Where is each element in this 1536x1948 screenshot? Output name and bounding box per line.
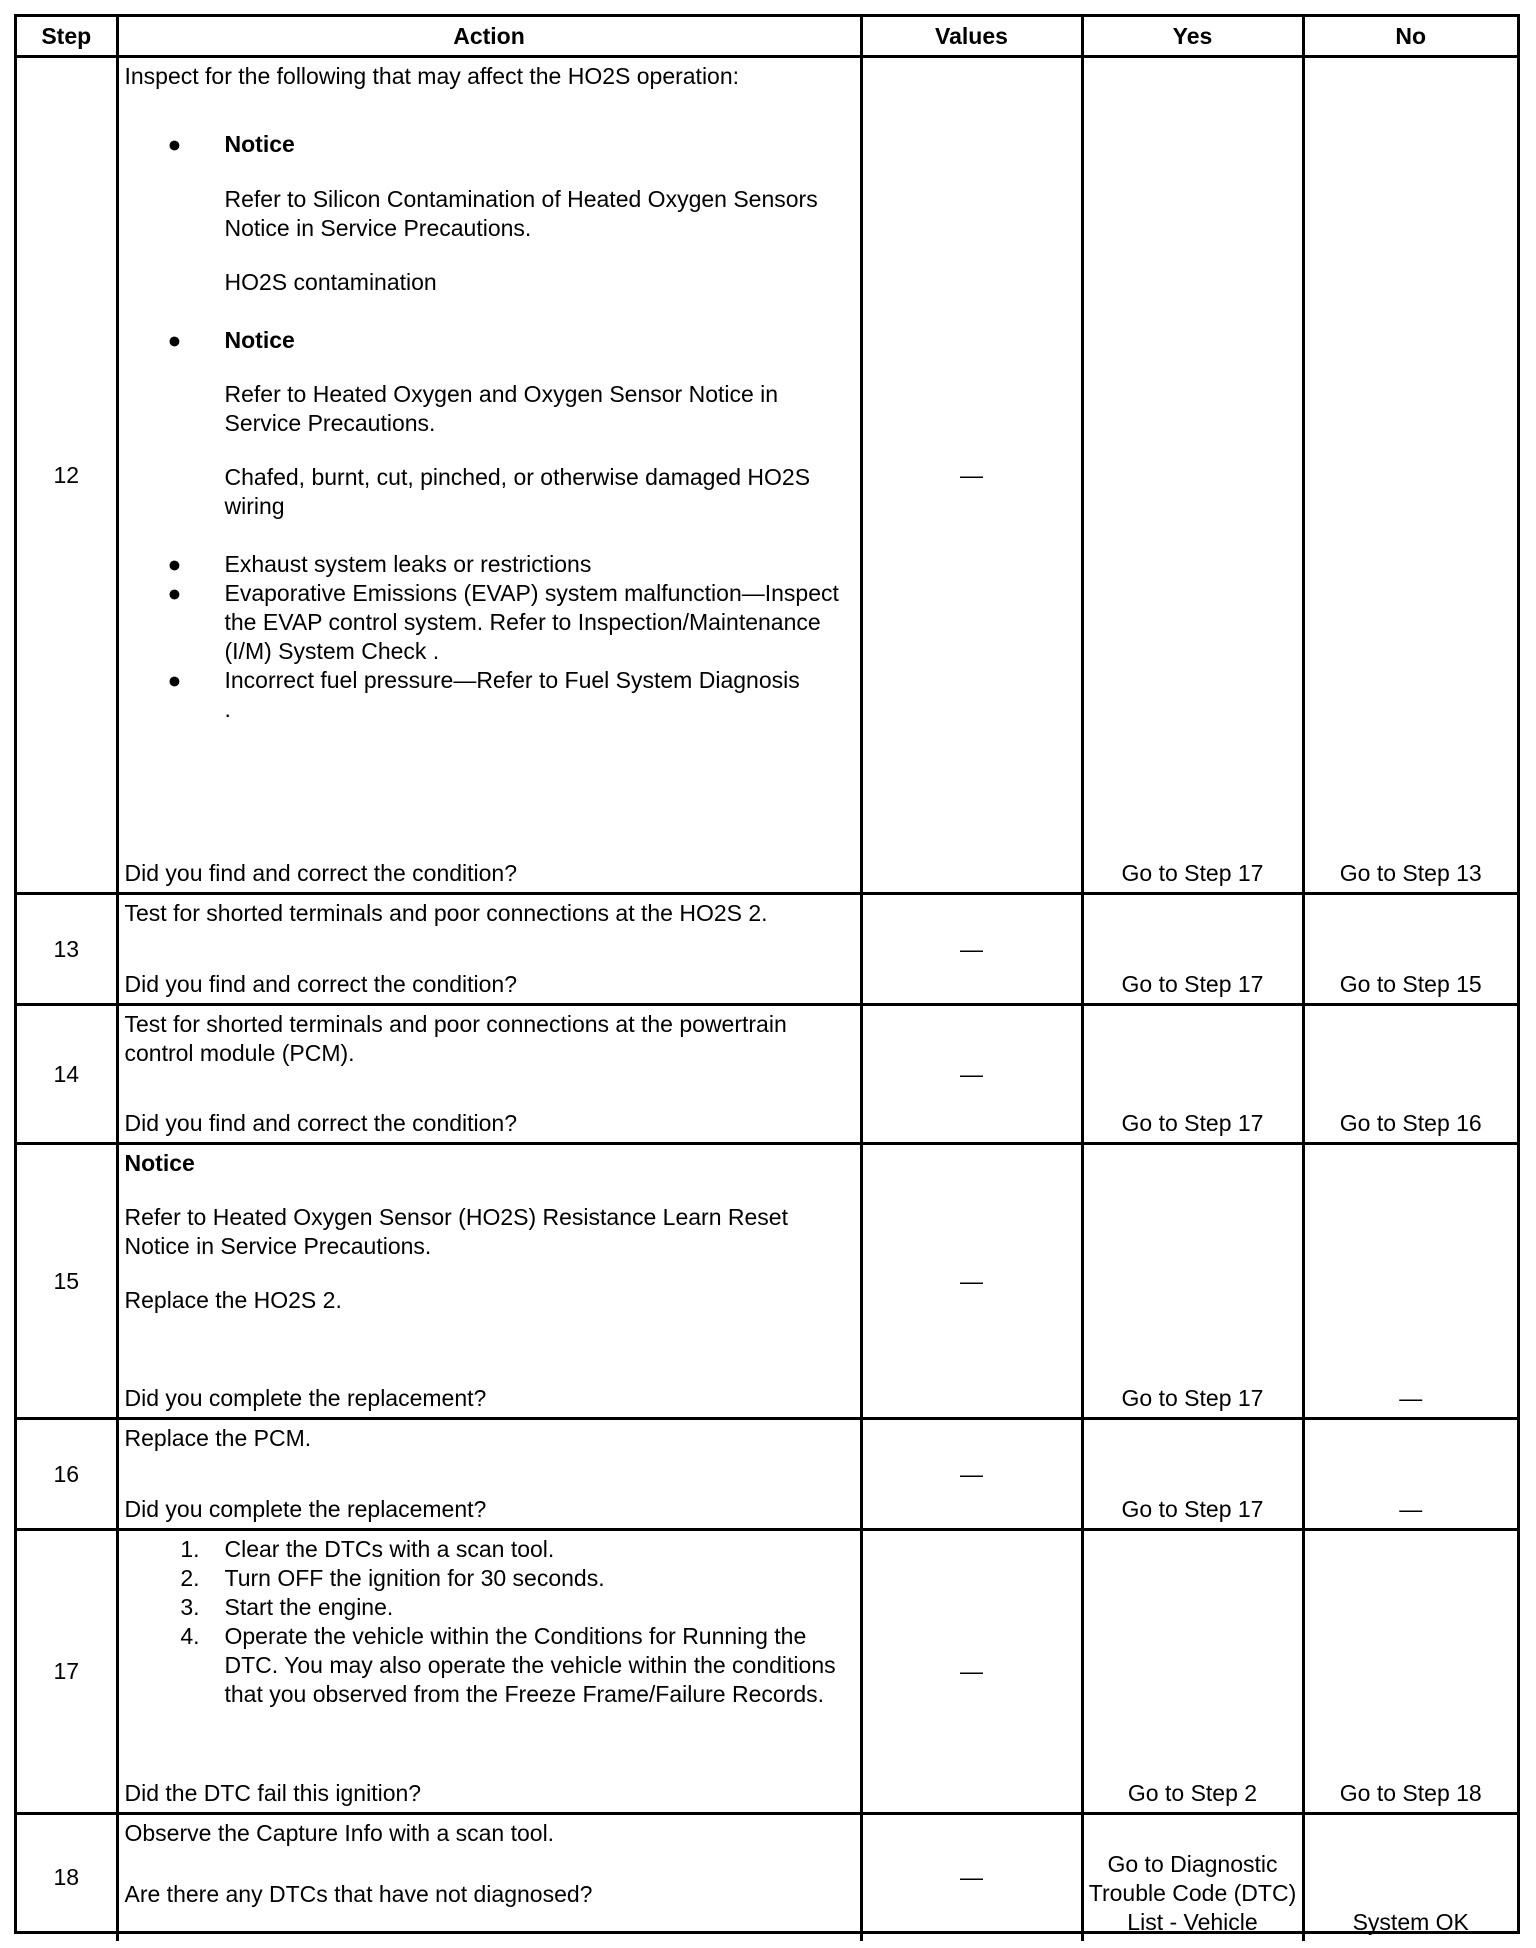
- list-item: [125, 550, 854, 579]
- list-item: [125, 326, 854, 355]
- step-text: Operate the vehicle within the Conditions for Running the DTC. You may also operate the vehicle within the conditions that you observed from the Freeze Frame/Failure Records.: [224, 1623, 836, 1707]
- notice-label: Notice: [224, 131, 295, 157]
- step-text: Turn OFF the ignition for 30 seconds.: [224, 1565, 605, 1591]
- table-row: [17, 1419, 1517, 1530]
- notice-text: Refer to Heated Oxygen and Oxygen Sensor Notice in Service Precautions.: [224, 381, 779, 436]
- step-number: 17: [17, 1530, 117, 1814]
- list-item-text: HO2S contamination: [224, 269, 437, 295]
- action-question: Did you find and correct the condition?: [124, 860, 518, 886]
- numbered-step: [125, 1535, 854, 1564]
- values-cell: —: [861, 57, 1082, 894]
- step-index: 2.: [180, 1565, 200, 1591]
- action-text: Test for shorted terminals and poor connections at the powertrain control module (PCM).: [124, 1011, 787, 1066]
- yes-cell: Go to Step 17: [1082, 1144, 1303, 1419]
- numbered-step: [125, 1564, 854, 1593]
- no-cell: —: [1303, 1419, 1517, 1530]
- notice-text: Refer to Silicon Contamination of Heated Oxygen Sensors Notice in Service Precautions.: [224, 186, 818, 241]
- step-number: 18: [17, 1814, 117, 1941]
- step-number: 12: [17, 57, 117, 894]
- action-text: Test for shorted terminals and poor connections at the HO2S 2.: [124, 900, 768, 926]
- step-index: 3.: [180, 1594, 200, 1620]
- list-item: [125, 666, 854, 695]
- diagnostic-table: [17, 17, 1517, 1941]
- list-item-text: Chafed, burnt, cut, pinched, or otherwise damaged HO2S wiring: [224, 464, 811, 519]
- header-action: Action: [117, 17, 861, 57]
- bullet-icon: ●: [167, 667, 182, 693]
- values-cell: —: [861, 1144, 1082, 1419]
- action-question: Did you find and correct the condition?: [124, 1110, 518, 1136]
- yes-cell: Go to Diagnostic Trouble Code (DTC) List - Vehicle: [1082, 1814, 1303, 1941]
- no-cell: Go to Step 15: [1303, 894, 1517, 1005]
- values-cell: —: [861, 1419, 1082, 1530]
- action-cell: [117, 894, 861, 1005]
- no-cell: Go to Step 16: [1303, 1005, 1517, 1144]
- action-text: Replace the PCM.: [124, 1425, 312, 1451]
- step-number: 16: [17, 1419, 117, 1530]
- table-row: [17, 1814, 1517, 1941]
- list-item-text: Exhaust system leaks or restrictions: [224, 551, 592, 577]
- no-cell: Go to Step 18: [1303, 1530, 1517, 1814]
- table-row: [17, 1005, 1517, 1144]
- step-text: Clear the DTCs with a scan tool.: [224, 1536, 555, 1562]
- header-yes: Yes: [1082, 17, 1303, 57]
- list-item: [125, 130, 854, 159]
- values-cell: —: [861, 1005, 1082, 1144]
- header-no: No: [1303, 17, 1517, 57]
- list-item: [125, 579, 854, 666]
- bullet-icon: ●: [167, 131, 182, 157]
- action-text: Observe the Capture Info with a scan tool.: [124, 1820, 555, 1846]
- values-cell: —: [861, 1814, 1082, 1941]
- values-cell: —: [861, 1530, 1082, 1814]
- notice-label: Notice: [124, 1150, 195, 1176]
- action-cell: [117, 1814, 861, 1941]
- no-cell: System OK: [1303, 1814, 1517, 1941]
- bullet-icon: ●: [167, 580, 182, 606]
- action-question: Did you find and correct the condition?: [124, 971, 518, 997]
- numbered-step: [125, 1622, 854, 1709]
- notice-label: Notice: [224, 327, 295, 353]
- table-row: [17, 1144, 1517, 1419]
- yes-cell: Go to Step 17: [1082, 1419, 1303, 1530]
- action-cell: [117, 1005, 861, 1144]
- step-number: 15: [17, 1144, 117, 1419]
- numbered-step: [125, 1593, 854, 1622]
- list-item-tail: .: [224, 696, 231, 722]
- values-cell: —: [861, 894, 1082, 1005]
- notice-text: Refer to Heated Oxygen Sensor (HO2S) Resistance Learn Reset Notice in Service Precautions.: [124, 1204, 788, 1259]
- action-cell: [117, 1144, 861, 1419]
- action-question: Are there any DTCs that have not diagnosed?: [124, 1881, 593, 1907]
- step-number: 13: [17, 894, 117, 1005]
- list-item-text: Evaporative Emissions (EVAP) system malfunction—Inspect the EVAP control system. Refer to Inspection/Maintenance (I/M) System Check .: [224, 580, 839, 664]
- action-question: Did you complete the replacement?: [124, 1385, 487, 1411]
- action-intro: Inspect for the following that may affect the HO2S operation:: [124, 63, 740, 89]
- step-index: 1.: [180, 1536, 200, 1562]
- yes-cell: Go to Step 2: [1082, 1530, 1303, 1814]
- no-cell: Go to Step 13: [1303, 57, 1517, 894]
- diagnostic-table-frame: [14, 14, 1520, 1934]
- list-item-text: Incorrect fuel pressure—Refer to Fuel System Diagnosis: [224, 667, 800, 693]
- yes-cell: Go to Step 17: [1082, 57, 1303, 894]
- step-number: 14: [17, 1005, 117, 1144]
- no-cell: —: [1303, 1144, 1517, 1419]
- action-cell: [117, 1530, 861, 1814]
- bullet-icon: ●: [167, 551, 182, 577]
- header-values: Values: [861, 17, 1082, 57]
- action-question: Did the DTC fail this ignition?: [124, 1780, 422, 1806]
- action-cell: [117, 57, 861, 894]
- table-row: [17, 57, 1517, 894]
- action-question: Did you complete the replacement?: [124, 1496, 487, 1522]
- header-row: [17, 17, 1517, 57]
- bullet-icon: ●: [167, 327, 182, 353]
- yes-cell: Go to Step 17: [1082, 894, 1303, 1005]
- action-text: Replace the HO2S 2.: [124, 1287, 342, 1313]
- yes-cell: Go to Step 17: [1082, 1005, 1303, 1144]
- header-step: Step: [17, 17, 117, 57]
- step-text: Start the engine.: [224, 1594, 394, 1620]
- table-row: [17, 894, 1517, 1005]
- action-cell: [117, 1419, 861, 1530]
- step-index: 4.: [180, 1623, 200, 1649]
- table-row: [17, 1530, 1517, 1814]
